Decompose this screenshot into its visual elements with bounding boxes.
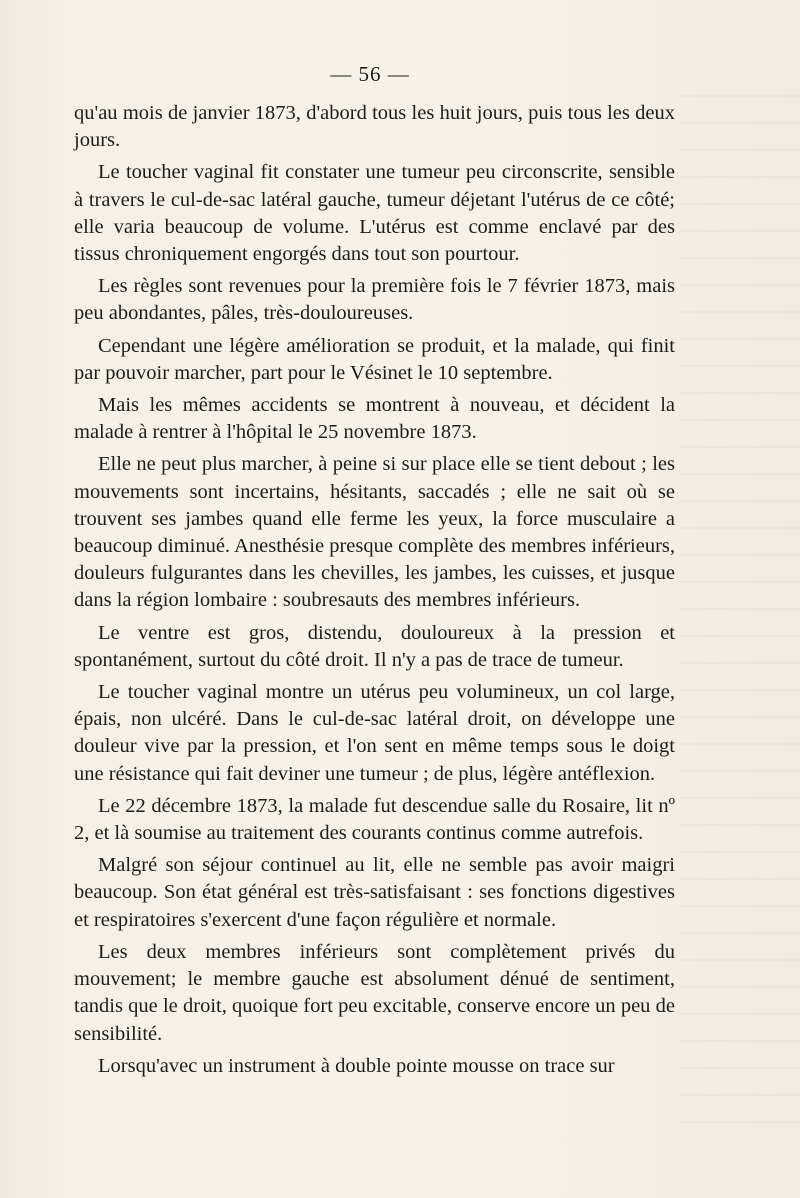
paragraph-menses: Les règles sont revenues pour la première fois le 7 février 1873, mais peu abondantes, pâles, très-douloureuses. [74,275,675,325]
paragraph-vaginal-exam-1: Le toucher vaginal fit constater une tumeur peu circonscrite, sensible à travers le cul-de-sac latéral gauche, tumeur déjetant l'utérus de ce côté; elle varia beaucoup de volume. L'utérus est comme enclavé par des tissus chroniquement engorgés dans tout son pourtour. [74,161,675,266]
body-text [74,100,675,1080]
paragraph-treatment: Le 22 décembre 1873, la malade fut descendue salle du Rosaire, lit nº 2, et là soumise au traitement des courants continus comme autrefois. [74,794,675,845]
paragraph-symptoms: Elle ne peut plus marcher, à peine si sur place elle se tient debout ; les mouvements sont incertains, hésitants, saccadés ; elle ne sait où se trouvent ses jambes quand elle ferme les yeux, la force musculaire a beaucoup diminué. Anesthésie presque complète des membres inférieurs, douleurs fulgurantes dans les chevilles, les jambes, les cuisses, et jusque dans la région lombaire : soubresauts des membres inférieurs. [74,453,675,612]
paragraph-relapse: Mais les mêmes accidents se montrent à nouveau, et décident la malade à rentrer à l'hôpital le 25 novembre 1873. [74,394,675,444]
paragraph-lower-limbs: Les deux membres inférieurs sont complètement privés du mouvement; le membre gauche est absolument dénué de sentiment, tandis que le droit, quoique fort peu excitable, conserve encore un peu de sensibilité. [74,940,675,1045]
paragraph-abdomen: Le ventre est gros, distendu, douloureux à la pression et spontanément, surtout du côté droit. Il n'y a pas de trace de tumeur. [74,621,675,671]
paragraph-instrument: Lorsqu'avec un instrument à double pointe mousse on trace sur [98,1054,615,1077]
paragraph-continued: qu'au mois de janvier 1873, d'abord tous les huit jours, puis tous les deux jours. [74,102,675,152]
show-through-text [680,95,800,1125]
paragraph-vaginal-exam-2: Le toucher vaginal montre un utérus peu volumineux, un col large, épais, non ulcéré. Dans le cul-de-sac latéral droit, on développe une douleur vive par la pression, et l'on sent en même temps sous le doigt une résistance qui fait deviner une tumeur ; de plus, légère antéflexion. [74,681,675,785]
page-number: — 56 — [330,62,410,86]
paragraph-general-state: Malgré son séjour continuel au lit, elle ne semble pas avoir maigri beaucoup. Son état général est très-satisfaisant : ses fonctions digestives et respiratoires s'exercent d'une façon régulière et normale. [74,854,675,931]
paragraph-improvement: Cependant une légère amélioration se produit, et la malade, qui finit par pouvoir marcher, part pour le Vésinet le 10 septembre. [74,334,675,384]
